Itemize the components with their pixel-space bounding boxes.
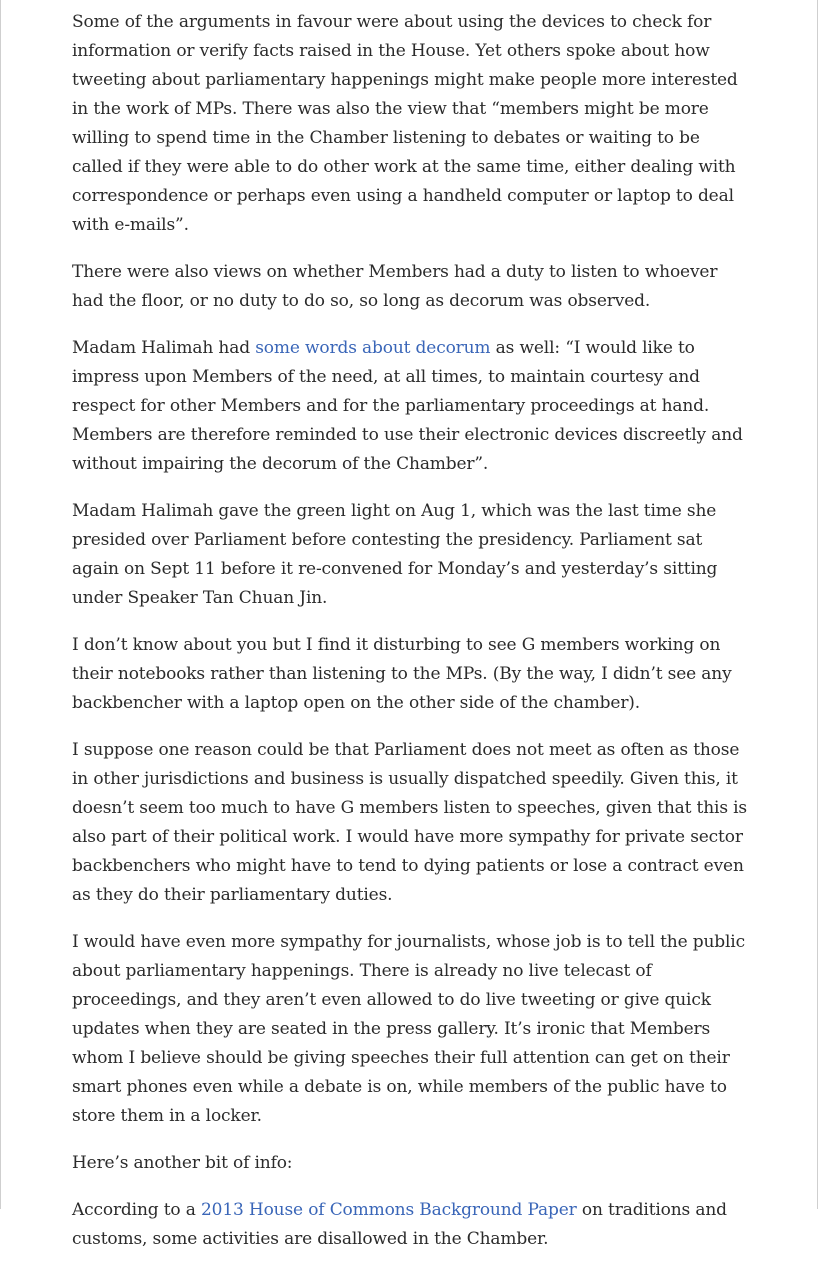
paragraph-one-reason: I suppose one reason could be that Parliament does not meet as often as those in other jurisdictions and business is usually dispatched speedily. Given this, it doesn’t seem too much to have G members listen to speeches, given that this is also part of their political work. I would have more sympathy for private sector backbenchers who might have to tend to dying patients or lose a contract even as they do their parliamentary duties. [72,740,748,905]
decorum-link[interactable]: some words about decorum [255,338,491,358]
paragraph-decorum-rest: as well: “I would like to impress upon Members of the need, at all times, to maintain courtesy and respect for other Members and for the parliamentary proceedings at hand. Members are therefore reminded to use their electronic devices discreetly and without impairing the decorum of the Chamber”. [72,338,743,474]
article-body [72,8,752,1272]
paragraph-house-of-commons-lead: According to a [72,1200,201,1220]
paragraph-house-of-commons [72,1196,752,1254]
paragraph-green-light: Madam Halimah gave the green light on Aug 1, which was the last time she presided over Parliament before contesting the presidency. Parliament sat again on Sept 11 before it re-convened for Monday’s and yesterday’s sitting under Speaker Tan Chuan Jin. [72,501,718,608]
paragraph-house-of-commons-rest: on traditions and customs, some activities are disallowed in the Chamber. [72,1200,727,1249]
background-paper-link[interactable]: 2013 House of Commons Background Paper [201,1200,577,1220]
paragraph-decorum-lead: Madam Halimah had [72,338,256,358]
paragraph-duty-to-listen: There were also views on whether Members had a duty to listen to whoever had the floor, or no duty to do so, so long as decorum was observed. [72,262,718,311]
paragraph-arguments: Some of the arguments in favour were about using the devices to check for information or verify facts raised in the House. Yet others spoke about how tweeting about parliamentary happenings might make people more interested in the work of MPs. There was also the view that “members might be more willing to spend time in the Chamber listening to debates or waiting to be called if they were able to do other work at the same time, either dealing with correspondence or perhaps even using a handheld computer or laptop to deal with e-mails”. [72,12,738,235]
paragraph-journalists: I would have even more sympathy for journalists, whose job is to tell the public about parliamentary happenings. There is already no live telecast of proceedings, and they aren’t even allowed to do live tweeting or give quick updates when they are seated in the press gallery. It’s ironic that Members whom I believe should be giving speeches their full attention can get on their smart phones even while a debate is on, while members of the public have to store them in a locker. [72,932,745,1126]
paragraph-decorum [72,334,752,479]
paragraph-disturbing: I don’t know about you but I find it disturbing to see G members working on their notebooks rather than listening to the MPs. (By the way, I didn’t see any backbencher with a laptop open on the other side of the chamber). [72,635,732,713]
paragraph-another-info: Here’s another bit of info: [72,1153,293,1173]
